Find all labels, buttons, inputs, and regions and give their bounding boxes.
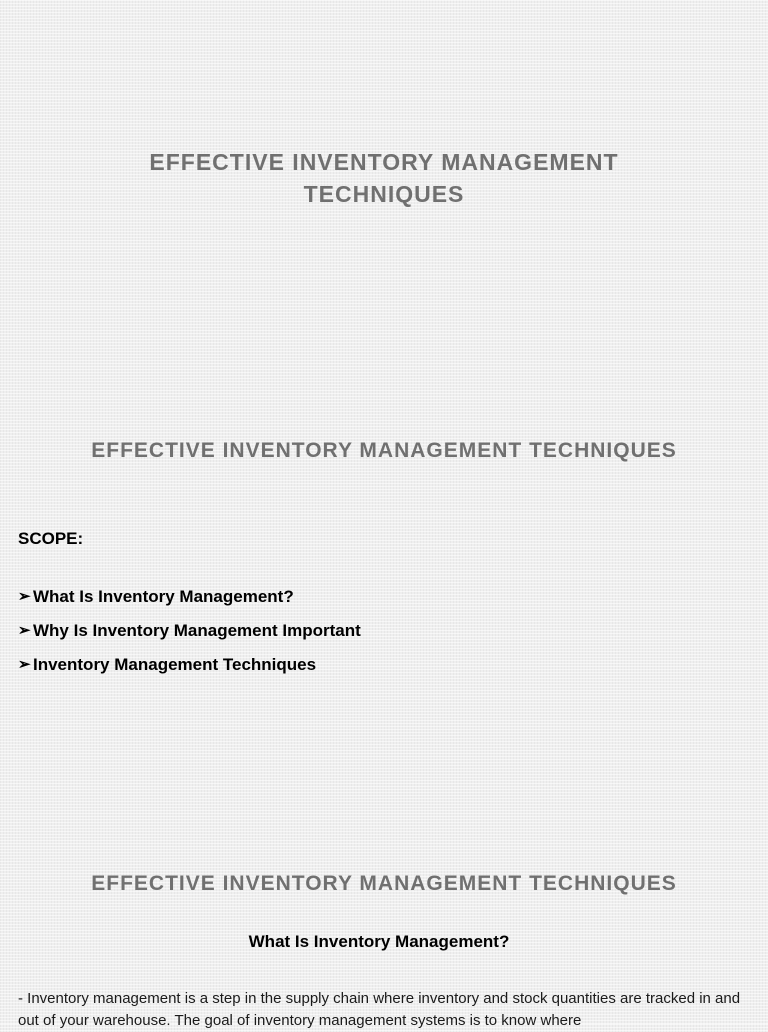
list-item bbox=[18, 587, 361, 621]
body-paragraph: - Inventory management is a step in the supply chain where inventory and stock quantities are tracked in and out of your warehouse. The goal of inventory management systems is to know where bbox=[18, 990, 741, 1029]
list-item-label: Inventory Management Techniques bbox=[33, 655, 317, 674]
slide-title: EFFECTIVE INVENTORY MANAGEMENT TECHNIQUES bbox=[149, 149, 619, 207]
title-slide bbox=[0, 146, 768, 210]
slide-title: EFFECTIVE INVENTORY MANAGEMENT TECHNIQUES bbox=[91, 439, 677, 462]
scope-slide bbox=[0, 437, 768, 674]
scope-label: SCOPE: bbox=[18, 529, 84, 548]
slide-title: EFFECTIVE INVENTORY MANAGEMENT TECHNIQUES bbox=[91, 872, 677, 895]
list-item bbox=[18, 621, 361, 655]
arrow-bullet-icon: ➢ bbox=[18, 622, 31, 639]
arrow-bullet-icon: ➢ bbox=[18, 588, 31, 605]
list-item bbox=[18, 655, 361, 689]
list-item-label: Why Is Inventory Management Important bbox=[33, 621, 361, 640]
arrow-bullet-icon: ➢ bbox=[18, 656, 31, 673]
scope-list bbox=[18, 587, 361, 689]
definition-slide bbox=[0, 870, 768, 1029]
list-item-label: What Is Inventory Management? bbox=[33, 587, 294, 606]
section-subheading: What Is Inventory Management? bbox=[248, 932, 510, 951]
